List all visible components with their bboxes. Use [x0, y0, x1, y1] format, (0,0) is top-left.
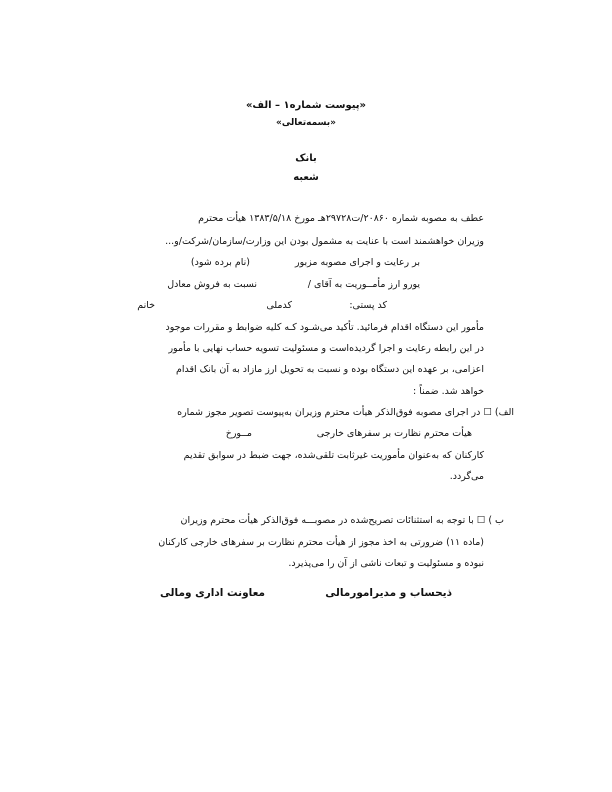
body-line-2: وزیران خواهشمند است با عنایت به مشمول بودن این وزارت/سازمان/شرکت/و... — [165, 236, 484, 247]
clause-a-line-2-date: مــورخ — [225, 428, 252, 439]
clause-a-line-3: کارکنان که به‌عنوان مأموریت غیرثابت تلقی‌شده، جهت ضبط در سوابق تقدیم — [183, 450, 484, 461]
body-line-6: مأمور این دستگاه اقدام فرمائید. تأکید می‌شـود کـه کلیه ضوابط و مقررات موجود — [165, 322, 484, 333]
body-line-3-placeholder: (نام برده شود) — [190, 257, 250, 268]
signature-accountant: ذیحساب و مدیرامورمالی — [325, 587, 452, 599]
basmala: «بسمه‌تعالی» — [276, 118, 336, 128]
body-line-5-national-code: کدملی — [266, 300, 292, 311]
clause-b-line-1: ب ) ☐ با توجه به استثنائات تصریح‌شده در مصوبـــه فوق‌الذکر هیأت محترم وزیران — [180, 515, 504, 526]
body-line-7: در این رابطه رعایت و اجرا گردیده‌است و مسئولیت تسویه حساب نهایی با مأمور — [168, 343, 484, 354]
body-line-1: عطف به مصوبه شماره ۲۰۸۶۰/ت۲۹۷۲۸هـ مورخ ۱۳۸۳/۵/۱۸ هیأت محترم — [198, 213, 484, 224]
clause-b-line-2: (ماده ۱۱) ضرورتی به اخذ مجوز از هیأت محترم نظارت بر سفرهای خارجی کارکنان — [158, 537, 484, 548]
body-line-5-mrs: خانم — [137, 300, 155, 311]
clause-a-line-2-text: هیأت محترم نظارت بر سفرهای خارجی — [316, 428, 472, 439]
body-line-3-text: بر رعایت و اجرای مصوبه مزبور — [295, 257, 420, 268]
clause-b-line-3: نبوده و مسئولیت و تبعات ناشی از آن را می‌پذیرد. — [288, 558, 484, 569]
bank-label: بانک — [295, 153, 317, 164]
annex-number: «پیوست شماره۱ – الف» — [245, 100, 367, 111]
body-line-9: خواهد شد. ضمناً : — [413, 386, 484, 397]
branch-label: شعبه — [293, 172, 319, 183]
clause-a-line-4: می‌گردد. — [449, 471, 484, 482]
body-line-4-amount: نسبت به فروش معادل — [167, 279, 257, 290]
body-line-4-text: یورو ارز مأمــوریت به آقای / — [307, 279, 420, 290]
body-line-5-postal-code: کد پستی: — [349, 300, 387, 311]
body-line-8: اعزامی، بر عهده این دستگاه بوده و نسبت به تحویل ارز مازاد به آن بانک اقدام — [175, 364, 484, 375]
signature-deputy: معاونت اداری ومالی — [159, 587, 265, 599]
clause-a-line-1: الف) ☐ در اجرای مصوبه فوق‌الذکر هیأت محترم وزیران به‌پیوست تصویر مجوز شماره — [177, 407, 514, 418]
